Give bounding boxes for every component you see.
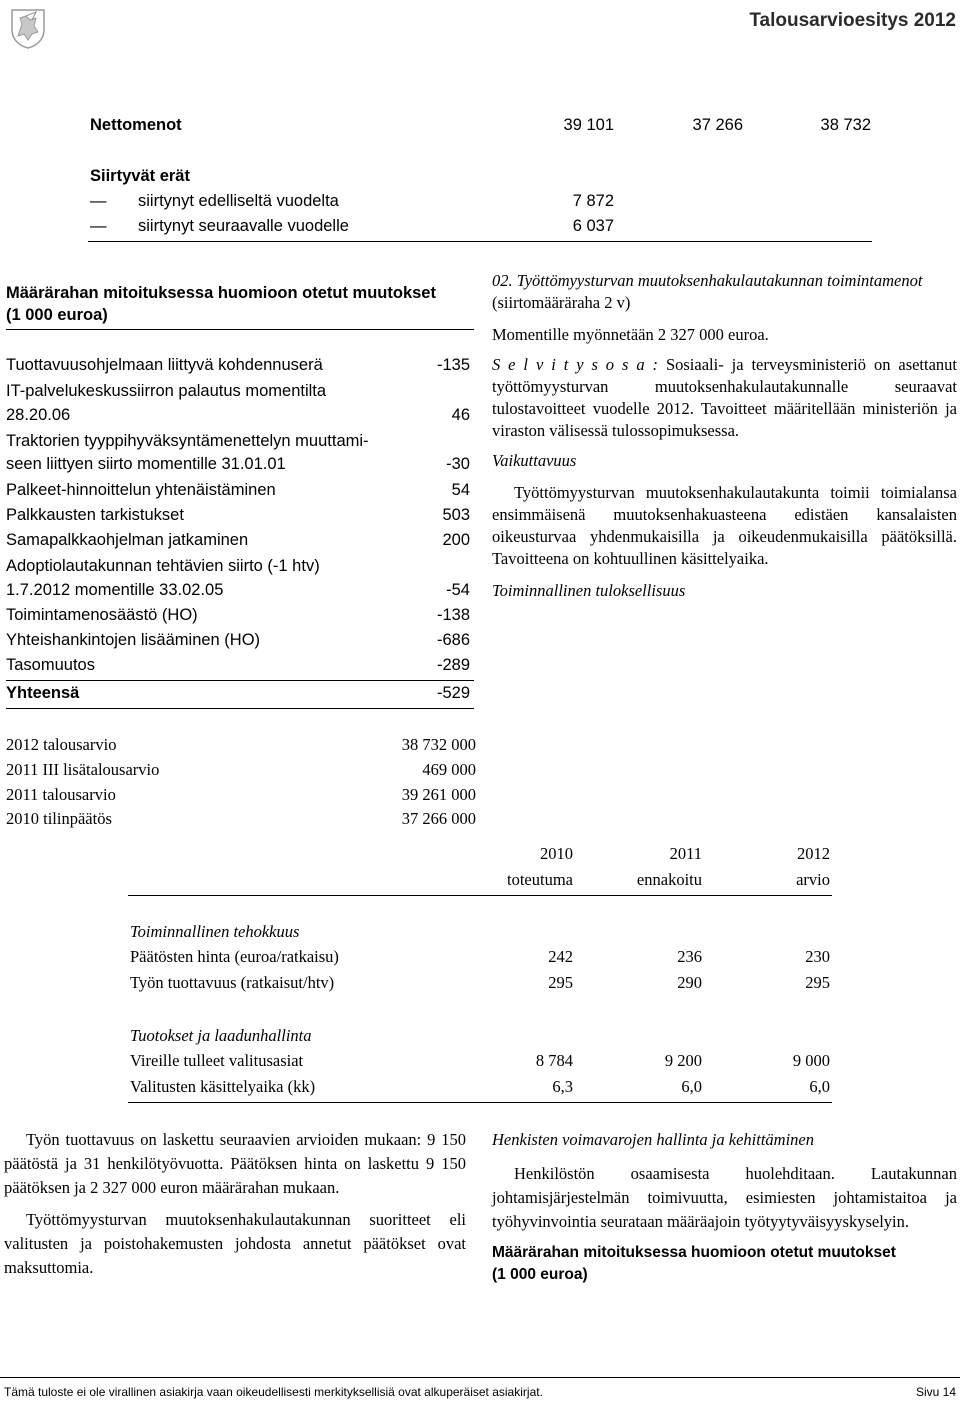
siirtyvat-row	[0, 192, 880, 212]
top-table-divider	[88, 241, 872, 242]
adjustment-value: -138	[436, 606, 470, 624]
selvitysosa-text: Sosiaali- ja terveysministeriö on asettanut työttömyysturvan muutoksenhakulautakunnalle seuraavat tulostavoitteet vuodelle 2012. Tavoitteet määritellään ministeriön ja viraston välisessä tulossopimuksessa.	[492, 355, 958, 440]
adjustments-total-row	[6, 684, 474, 708]
adjustments-title-line2: (1 000 euroa)	[6, 306, 108, 324]
hr-text: Henkilöstön osaamisesta huolehditaan. Lautakunnan johtamisjärjestelmän toimivuutta, esimiesten johtamistaitoa ja työhyvinvointia seurataan määräajoin työtyytyväisyyskyselyin.	[492, 1164, 957, 1231]
adjustments-total-divider	[6, 680, 474, 681]
indicator-row	[0, 1077, 960, 1097]
year-2010-header: 2010	[540, 844, 573, 863]
tuloksellisuus-title: Toiminnallinen tuloksellisuus	[492, 581, 686, 600]
budget-label: 2010 tilinpäätös	[6, 809, 112, 828]
adjustment-value: 46	[451, 406, 470, 424]
siirtyvat-value: 7 872	[572, 192, 614, 210]
indicator-value-2011: 6,0	[681, 1077, 702, 1096]
adjustments-title-line1: Määrärahan mitoituksessa huomioon otetut muutokset	[6, 284, 436, 302]
adjustment-label-cont: seen liittyen siirto momentille 31.01.01	[6, 455, 286, 473]
adjustments-title	[6, 282, 476, 326]
net-expenditure-table	[0, 100, 880, 250]
adjustment-row	[6, 656, 474, 680]
footer-disclaimer: Tämä tuloste ei ole virallinen asiakirja vaan oikeudellisesti merkityksellisiä ovat alkuperäiset asiakirjat.	[4, 1385, 543, 1399]
moment-02-section	[492, 270, 957, 602]
budget-value: 37 266 000	[401, 809, 476, 828]
granted-amount: Momentille myönnetään 2 327 000 euroa.	[492, 325, 769, 344]
budget-label: 2011 talousarvio	[6, 785, 116, 804]
adjustment-label: Toimintamenosäästö (HO)	[6, 606, 198, 624]
adjustment-value: 54	[451, 481, 470, 499]
type-2011-header: ennakoitu	[636, 870, 702, 889]
hr-changes-title-line1: Määrärahan mitoituksessa huomioon otetut muutokset	[492, 1244, 896, 1261]
adjustment-row	[6, 531, 474, 555]
indicator-value-2012: 6,0	[809, 1077, 830, 1096]
group-tehokkuus-title: Toiminnallinen tehokkuus	[130, 922, 300, 941]
indicator-value-2010: 8 784	[535, 1051, 573, 1070]
siirtyvat-label: siirtynyt edelliseltä vuodelta	[138, 192, 339, 210]
moment-title: Työttömyysturvan muutoksenhakulautakunnan toimintamenot	[516, 271, 923, 290]
siirtyvat-dash: —	[90, 192, 107, 210]
indicators-group-title-row	[0, 922, 960, 942]
nettomenot-2012: 38 732	[820, 116, 871, 134]
indicator-value-2011: 290	[677, 973, 702, 992]
free-of-charge-paragraph: Työttömyysturvan muutoksenhakulautakunnan suoritteet eli valitusten ja poistohakemusten johdosta annetut päätökset ovat maksuttomia.	[4, 1210, 466, 1277]
indicator-label: Vireille tulleet valitusasiat	[130, 1051, 304, 1070]
budget-row	[6, 809, 476, 833]
indicator-value-2010: 6,3	[552, 1077, 573, 1096]
moment-heading	[492, 270, 957, 314]
productivity-paragraph: Työn tuottavuus on laskettu seuraavien arvioiden mukaan: 9 150 päätöstä ja 31 henkilötyövuotta. Päätöksen hinta on laskettu 9 150 päätöksen ja 2 327 000 euron määrärahan mukaan.	[4, 1130, 466, 1197]
group-tuotokset-title: Tuotokset ja laadunhallinta	[130, 1026, 312, 1045]
indicator-row	[0, 1051, 960, 1071]
adjustment-value: 503	[442, 506, 470, 524]
budget-row	[6, 785, 476, 809]
finnish-lion-coat-of-arms-icon	[6, 6, 50, 50]
indicator-label: Valitusten käsittelyaika (kk)	[130, 1077, 316, 1096]
indicators-header-divider	[128, 895, 832, 896]
adjustment-label: IT-palvelukeskussiirron palautus momentilta	[6, 382, 327, 400]
adjustment-row	[6, 481, 474, 505]
adjustments-title-divider	[6, 329, 474, 330]
adjustment-label: Palkkausten tarkistukset	[6, 506, 184, 524]
type-2010-header: toteutuma	[507, 870, 573, 889]
selvitysosa-paragraph	[492, 354, 957, 442]
indicator-value-2011: 236	[677, 947, 702, 966]
adjustment-row	[6, 506, 474, 530]
nettomenot-row	[0, 116, 880, 136]
nettomenot-label: Nettomenot	[90, 116, 182, 134]
budget-value: 38 732 000	[401, 735, 476, 754]
adjustment-value: -54	[446, 581, 470, 599]
adjustment-row	[6, 581, 474, 605]
nettomenot-2010: 39 101	[563, 116, 614, 134]
indicator-value-2010: 295	[548, 973, 573, 992]
page-number: Sivu 14	[915, 1385, 956, 1399]
indicators-group-title-row	[0, 1026, 960, 1046]
indicator-row	[0, 973, 960, 993]
adjustment-row	[6, 455, 474, 479]
indicators-type-row	[0, 870, 960, 890]
adjustment-row	[6, 356, 474, 380]
vaikuttavuus-text: Työttömyysturvan muutoksenhakulautakunta toimii toimialansa ensimmäisenä muutoksenhakuasteena edistäen kansalaisten oikeusturvaa yhdenmukaisilla ja oikeudenmukaisilla päätöksillä. Tavoitteena on kohtuullinen käsittelyaika.	[492, 483, 957, 568]
adjustment-value: -135	[436, 356, 470, 374]
budget-label: 2012 talousarvio	[6, 735, 117, 754]
siirtyvat-title-row	[0, 167, 880, 187]
adjustments-total-label: Yhteensä	[6, 684, 80, 702]
budget-label: 2011 III lisätalousarvio	[6, 760, 160, 779]
adjustment-row	[6, 406, 474, 430]
indicator-value-2011: 9 200	[664, 1051, 702, 1070]
human-resources-section	[492, 1128, 957, 1286]
siirtyvat-dash: —	[90, 217, 107, 235]
indicators-bottom-divider	[128, 1102, 832, 1103]
footer-divider	[0, 1377, 960, 1378]
selvitysosa-label: S e l v i t y s o s a :	[492, 355, 659, 374]
indicator-label: Päätösten hinta (euroa/ratkaisu)	[130, 947, 339, 966]
indicators-year-row	[0, 844, 960, 864]
document-title: Talousarvioesitys 2012	[749, 10, 956, 31]
year-2012-header: 2012	[797, 844, 830, 863]
adjustment-value: -30	[446, 455, 470, 473]
type-2012-header: arvio	[796, 870, 830, 889]
adjustments-total-value: -529	[436, 684, 470, 702]
adjustment-label: Tuottavuusohjelmaan liittyvä kohdennuserä	[6, 356, 323, 374]
adjustment-label-cont: 28.20.06	[6, 406, 71, 424]
moment-type: (siirtomääräraha 2 v)	[492, 293, 631, 312]
adjustment-row	[6, 382, 474, 406]
budget-row	[6, 735, 476, 759]
adjustment-label-cont: 1.7.2012 momentille 33.02.05	[6, 581, 224, 599]
adjustment-label: Yhteishankintojen lisääminen (HO)	[6, 631, 261, 649]
adjustment-row	[6, 631, 474, 655]
adjustment-value: 200	[442, 531, 470, 549]
adjustment-label: Samapalkkaohjelman jatkaminen	[6, 531, 249, 549]
indicator-row	[0, 947, 960, 967]
adjustment-row	[6, 606, 474, 630]
hr-title: Henkisten voimavarojen hallinta ja kehittäminen	[492, 1130, 814, 1149]
nettomenot-2011: 37 266	[692, 116, 743, 134]
adjustment-row	[6, 432, 474, 456]
indicator-value-2012: 9 000	[792, 1051, 830, 1070]
adjustment-label: Palkeet-hinnoittelun yhtenäistäminen	[6, 481, 276, 499]
adjustment-row	[6, 557, 474, 581]
adjustments-bottom-divider	[6, 708, 474, 709]
siirtyvat-title: Siirtyvät erät	[90, 167, 190, 185]
siirtyvat-label: siirtynyt seuraavalle vuodelle	[138, 217, 349, 235]
hr-changes-title-line2: (1 000 euroa)	[492, 1266, 588, 1283]
moment-number: 02.	[492, 271, 513, 290]
indicator-value-2012: 295	[805, 973, 830, 992]
adjustment-label: Traktorien tyyppihyväksyntämenettelyn muuttami-	[6, 432, 369, 450]
budget-row	[6, 760, 476, 784]
indicator-label: Työn tuottavuus (ratkaisut/htv)	[130, 973, 335, 992]
siirtyvat-value: 6 037	[572, 217, 614, 235]
adjustment-value: -686	[436, 631, 470, 649]
budget-value: 469 000	[422, 760, 476, 779]
adjustment-value: -289	[436, 656, 470, 674]
adjustment-label: Tasomuutos	[6, 656, 95, 674]
vaikuttavuus-title: Vaikuttavuus	[492, 451, 577, 470]
budget-value: 39 261 000	[401, 785, 476, 804]
indicator-value-2010: 242	[548, 947, 573, 966]
indicator-value-2012: 230	[805, 947, 830, 966]
productivity-notes	[4, 1128, 466, 1288]
year-2011-header: 2011	[669, 844, 702, 863]
adjustment-label: Adoptiolautakunnan tehtävien siirto (-1 htv)	[6, 557, 320, 575]
hr-changes-title	[492, 1242, 957, 1286]
siirtyvat-row	[0, 217, 880, 237]
